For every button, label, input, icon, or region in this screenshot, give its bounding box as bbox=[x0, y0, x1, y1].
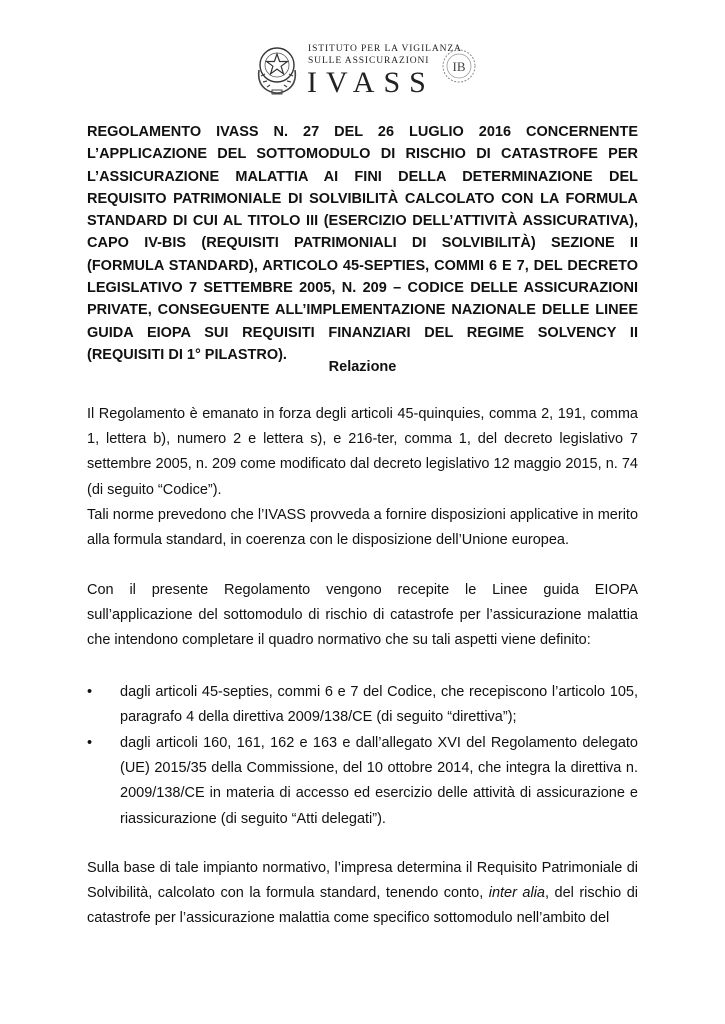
brand-name: IVASS bbox=[307, 66, 435, 99]
bullet-icon: • bbox=[87, 735, 93, 751]
document-title: REGOLAMENTO IVASS N. 27 DEL 26 LUGLIO 2016 CONCERNENTE L’APPLICAZIONE DEL SOTTOMODULO DI RISCHIO DI CATASTROFE PER L’ASSICURAZIONE MALATTIA AI FINI DELLA DETERMINAZIONE DEL REQUISITO PATRIMONIALE DI SOLVIBILITÀ CALCOLATO CON LA FORMULA STANDARD DI CUI AL TITOLO III (ESERCIZIO DELL’ATTIVITÀ ASSICURATIVA), CAPO IV-BIS (REQUISITI PATRIMONIALI DI SOLVIBILITÀ) SEZIONE II (FORMULA STANDARD), ARTICOLO 45-SEPTIES, COMMI 6 E 7, DEL DECRETO LEGISLATIVO 7 SETTEMBRE 2005, N. 209 – CODICE DELLE ASSICURAZIONI PRIVATE, CONSEGUENTE ALL’IMPLEMENTAZIONE NAZIONALE DELLE LINEE GUIDA EIOPA SUI REQUISITI FINANZIARI DEL REGIME SOLVENCY II (REQUISITI DI 1° PILASTRO). bbox=[87, 124, 638, 363]
svg-text:IB: IB bbox=[452, 59, 466, 74]
letterhead bbox=[253, 40, 478, 100]
italian-republic-emblem-icon bbox=[253, 40, 301, 98]
seal-monogram-icon bbox=[441, 48, 477, 84]
bullet-icon: • bbox=[87, 684, 93, 700]
paragraph-legal-basis: Il Regolamento è emanato in forza degli articoli 45-quinquies, comma 2, 191, comma 1, lettera b), numero 2 e lettera s), e 216-ter, comma 1, del decreto legislativo 7 settembre 2005, n. 209 come modificato dal decreto legislativo 12 maggio 2015, n. 74 (di seguito “Codice”). bbox=[87, 406, 638, 498]
paragraph-eiopa-guidelines: Con il presente Regolamento vengono recepite le Linee guida EIOPA sull’applicazione del sottomodulo di rischio di catastrofe per l’assicurazione malattia che intendono completare il quadro normativo che su tali aspetti viene definito: bbox=[87, 582, 638, 649]
list-item: • dagli articoli 45-septies, commi 6 e 7 del Codice, che recepiscono l’articolo 105, paragrafo 4 della direttiva 2009/138/CE (di seguito “direttiva”); bbox=[87, 680, 638, 730]
institute-name: ISTITUTO PER LA VIGILANZA SULLE ASSICURAZIONI bbox=[308, 44, 462, 66]
paragraph-norms: Tali norme prevedono che l’IVASS provveda a fornire disposizioni applicative in merito alla formula standard, in coerenza con le disposizione dell’Unione europea. bbox=[87, 507, 639, 549]
bullet-list-item bbox=[87, 731, 638, 832]
bullet-list-item bbox=[87, 680, 638, 730]
section-heading: Relazione bbox=[328, 359, 397, 375]
list-item: • dagli articoli 160, 161, 162 e 163 e dall’allegato XVI del Regolamento delegato (UE) 2015/35 della Commissione, del 10 ottobre 2014, che integra la direttiva n. 2009/138/CE in materia di accesso ed esercizio delle attività di assicurazione e riassicurazione (di seguito “Atti delegati”). bbox=[87, 731, 638, 832]
paragraph-scr-calculation: Sulla base di tale impianto normativo, l’impresa determina il Requisito Patrimoniale di Solvibilità, calcolato con la formula standard, tenendo conto, inter alia, del rischio di catastrofe per l’assicurazione malattia come specifico sottomodulo nell’ambito del bbox=[87, 860, 639, 927]
